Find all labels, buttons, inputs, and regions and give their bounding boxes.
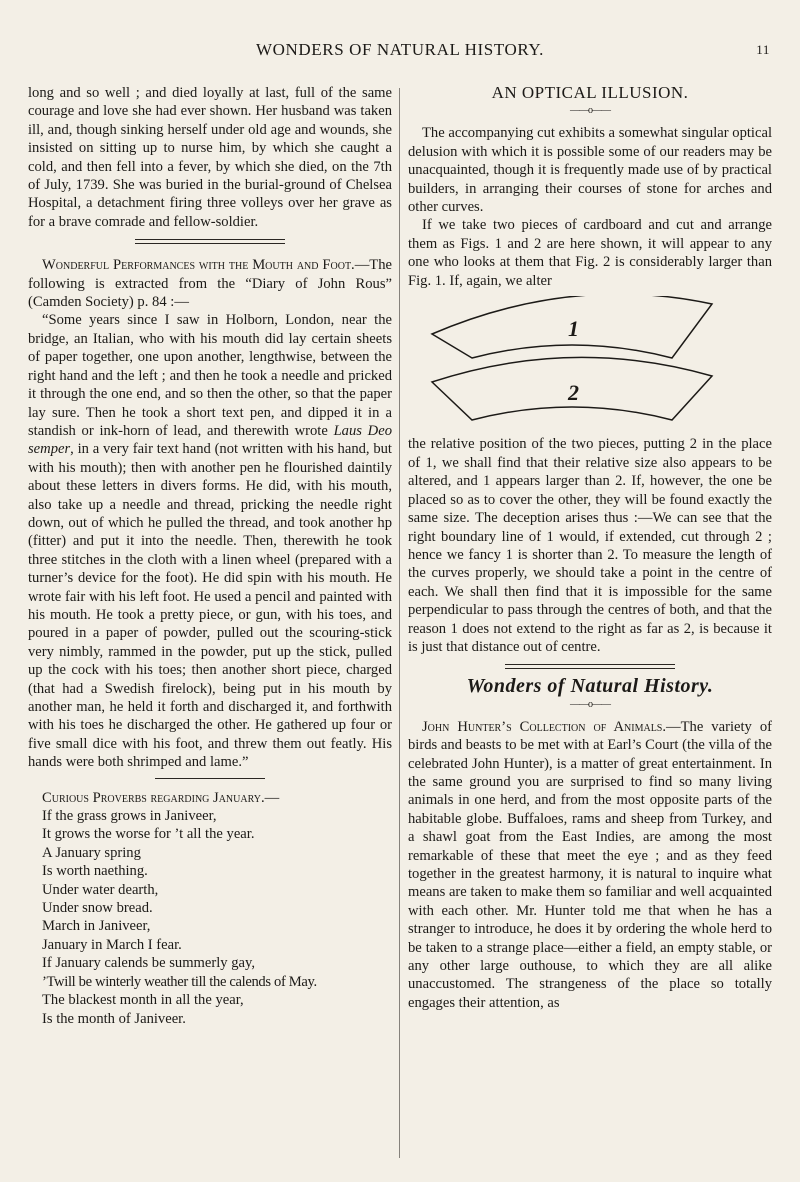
verse-line: Under snow bread. xyxy=(42,900,153,917)
figure-label-1: 1 xyxy=(568,316,579,342)
optical-paragraph-1: The accompanying cut exhibits a somewhat singular optical delusion with which it is possible some of our readers may be unacquainted, though it is frequently made use of by practical builders, in arranging their courses of stone for arches and other curves. xyxy=(408,125,772,216)
verse-line: January in March I fear. xyxy=(42,936,182,953)
verse-line: If January calends be summerly gay, xyxy=(42,955,256,972)
hunter-paragraph xyxy=(408,718,772,1013)
verse-line: The blackest month in all the year, xyxy=(42,992,244,1009)
figure-label-2: 2 xyxy=(568,380,579,406)
proverbs-dash: — xyxy=(264,789,280,806)
hannah-continuation-paragraph: long and so well ; and died loyally at last, full of the same courage and love she had ever shown. Her husband was taken ill, and, though sinking herself under old age and wounds, she insisted on sitting up to nurse him, by which she caught a cold, and then fell into a fever, by which she died, on the 7th of July, 1739. She was buried in the burial-ground of Chelsea Hospital, a detachment firing three volleys over her grave as for a brave comrade and fellow-soldier. xyxy=(28,85,392,230)
mouth-foot-heading: Wonderful Performances with the Mouth and Foot. xyxy=(42,257,355,274)
verse-line: If the grass grows in Janiveer, xyxy=(42,808,217,825)
laus-deo-semper: Laus Deo semper xyxy=(28,422,392,458)
verse-line: Is worth naething. xyxy=(42,863,148,880)
proverbs-verse xyxy=(28,807,392,1028)
column-divider xyxy=(399,88,400,1158)
optical-paragraph-2: If we take two pieces of cardboard and cut and arrange them as Figs. 1 and 2 are here shown, it will appear to any one who looks at them that Fig. 2 is considerably larger than Fig. 1. If, again, we alter xyxy=(408,217,772,289)
hunter-text: —The variety of birds and beasts to be met with at Earl’s Court (the villa of the celebrated John Hunter), is a matter of great entertainment. In the same ground you are surprised to find so many living animals in one herd, and from the most opposite parts of the habitable globe. Buffaloes, rams and sheep from Turkey, and a shawl goat from the East Indies, are among the most remarkable of these that meet the eye ; and as they feed together in the greatest harmony, it is natural to inquire what means are taken to make them so familiar and well acquainted with each other. Mr. Hunter told me that when he has a stranger to introduce, he does it by ordering the whole herd to be taken to a strange place—either a field, an empty stable, or any other large outhouse, to which they are all alike unaccustomed. The strangeness of the place so totally engages their attention, as xyxy=(408,718,772,1011)
mouth-foot-quote xyxy=(28,311,392,771)
section-divider xyxy=(135,239,285,244)
right-column xyxy=(408,84,772,1012)
section-divider-short xyxy=(155,778,265,779)
mouth-foot-quote-b: , in a very fair text hand (not written with his hand, but with his mouth); then with another pen he flourished daintily about these letters in divers forms. He did, with his mouth, also take up a needle and thread, pricking the needle right down, out of which he pulled the thread, and took another hp (fitter) and put it into the needle. Then, therewith he took three stitches in the cloth with a linen wheel (prepared with a turner’s device for the foot). He did spin with his mouth. He wrote fair with his left foot. He used a pencil and painted with his mouth. He took a pretty piece, or gun, with his toes, and poured in a paper of powder, pulled out the scouring-stick very nimbly, rammed in the powder, put up the stick, pulled up the cock with his toes; then another short piece, charged (that had a Swedish firelock), being put in his mouth by another man, he held it forth and discharged it, and forthwith with his toes he discharged the other. He gathered up four or five small dice with his foot, and threw them out featly. His hands were both shrimped and lame.” xyxy=(28,441,392,771)
verse-line: Under water dearth, xyxy=(42,881,159,898)
mouth-foot-quote-a: “Some years since I saw in Holborn, London, near the bridge, an Italian, who with his mouth did lay certain sheets of paper together, one upon another, lengthwise, between the right hand and the left ; and then he took a needle and pricked it through the one end, and so then the other, so that the paper lay sure. Then he took a short text pen, and dipped it in a standish or ink-horn of lead, and therewith wrote xyxy=(28,312,392,439)
section-divider xyxy=(505,664,675,669)
optical-paragraph-3: the relative position of the two pieces, putting 2 in the place of 1, we shall find that their relative size also appears to be altered, and 1 appears larger than 2. If, however, the one be placed so as to cover the other, they will be found exactly the same size. The deception arises thus :—We can see that the right boundary line of 1 would, if extended, cut through 2 ; hence we fancy 1 is shorter than 2. To measure the length of the curves properly, we should take a point in the centre of each. We shall then find that it is impossible for the same perpendicular to pass through the centres of both, and that the reason 1 does not extend to the right as far as 2, is because it is just that distance out of centre. xyxy=(408,436,772,655)
mouth-foot-paragraph xyxy=(28,256,392,311)
hunter-heading: John Hunter’s Collection of Animals. xyxy=(422,718,667,735)
mouth-foot-intro: —The following is extracted from the “Diary of John Rous” (Camden Society) p. 84 :— xyxy=(28,257,392,311)
verse-line: It grows the worse for ’t all the year. xyxy=(42,826,255,843)
running-header xyxy=(30,40,770,68)
proverbs-heading-line xyxy=(28,789,392,807)
page-number: 11 xyxy=(756,42,770,57)
proverbs-heading: Curious Proverbs regarding January. xyxy=(42,789,265,806)
optical-illusion-title: AN OPTICAL ILLUSION. xyxy=(491,83,689,102)
verse-line: Is the month of Janiveer. xyxy=(42,1010,186,1027)
verse-line: ’Twill be winterly weather till the calends of May. xyxy=(42,973,317,990)
left-column xyxy=(28,84,392,1028)
optical-illusion-figure xyxy=(422,296,722,424)
verse-line: A January spring xyxy=(42,844,141,861)
verse-line: March in Janiveer, xyxy=(42,918,151,935)
title-separator: ——o—— xyxy=(570,698,610,710)
wonders-natural-history-title: Wonders of Natural History. xyxy=(466,675,714,698)
page-header-title: WONDERS OF NATURAL HISTORY. xyxy=(256,40,544,59)
title-separator: ——o—— xyxy=(570,105,610,117)
